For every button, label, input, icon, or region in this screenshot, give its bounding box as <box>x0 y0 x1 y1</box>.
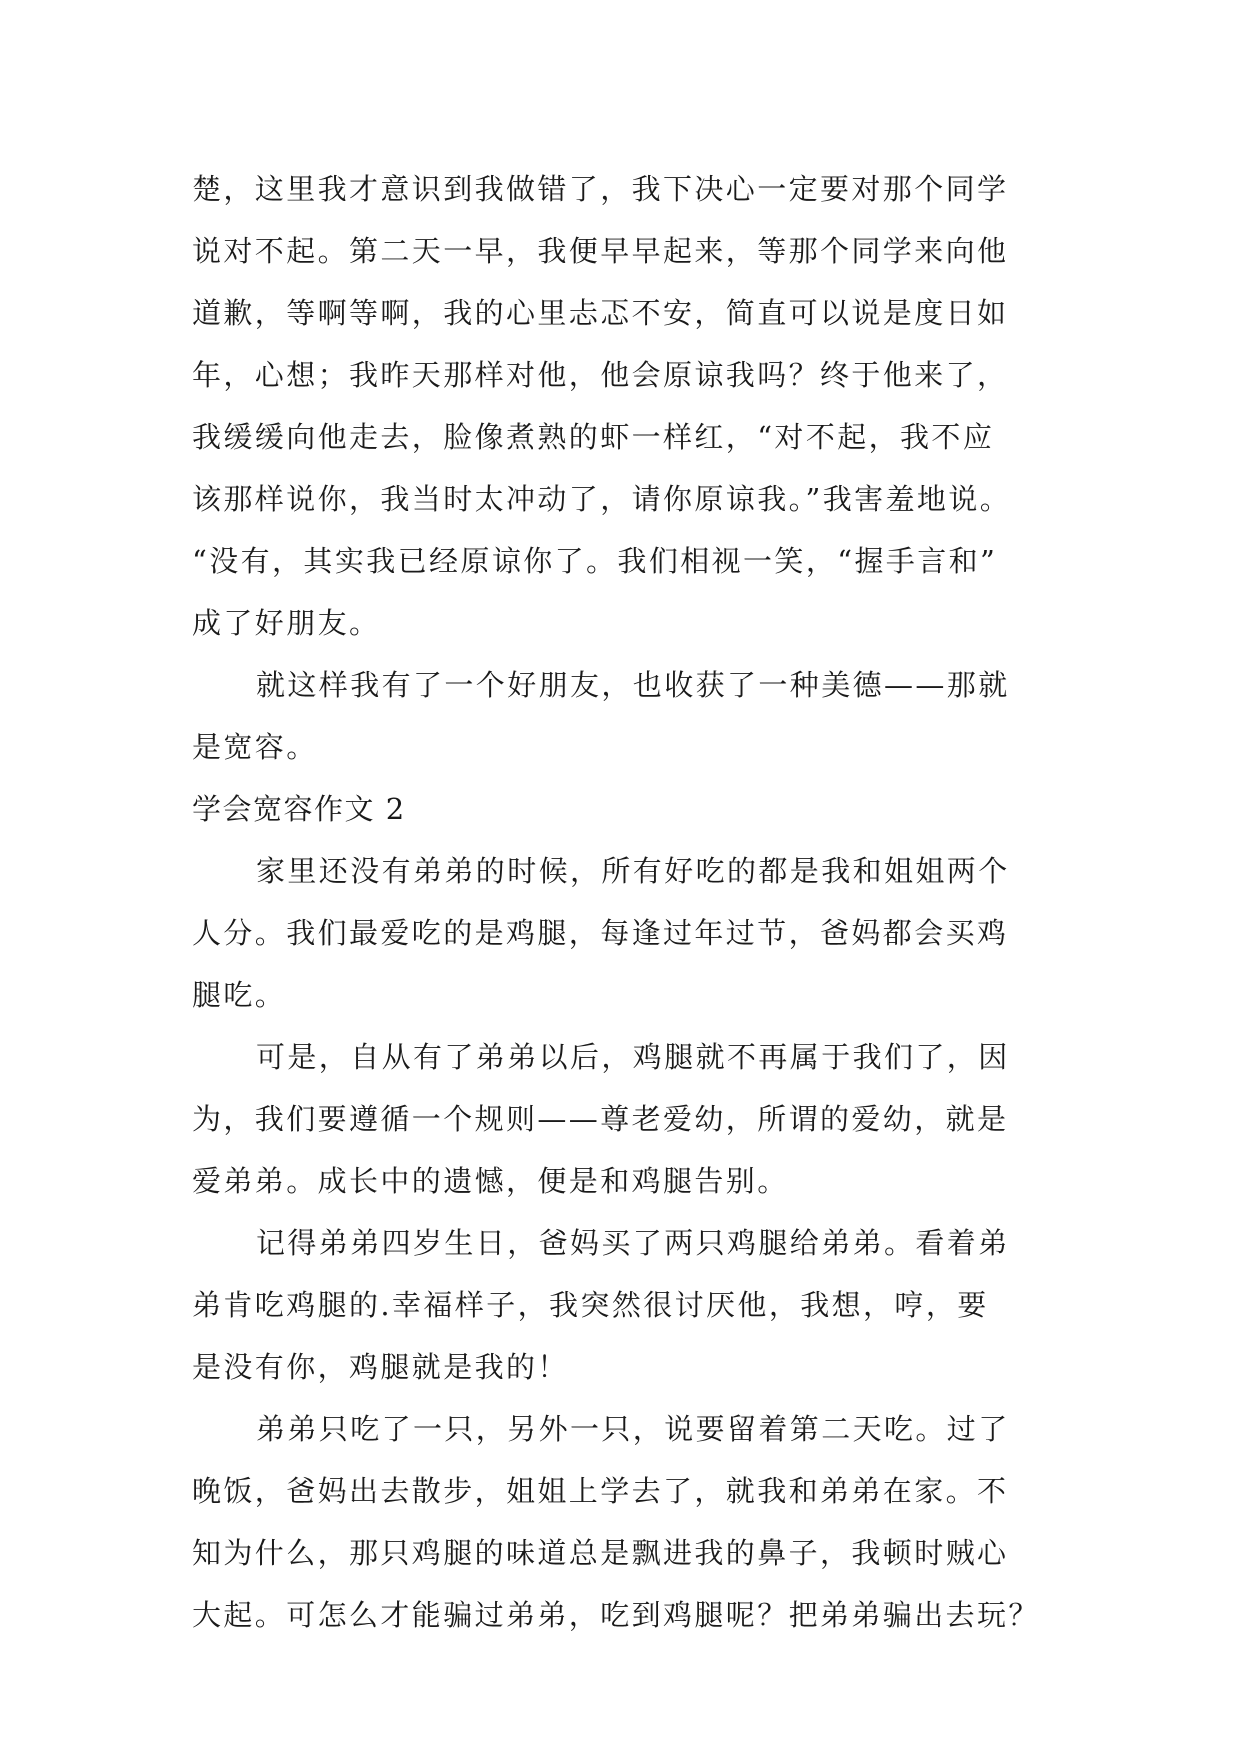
text-line: 知为什么，那只鸡腿的味道总是飘进我的鼻子，我顿时贼心 <box>192 1536 1009 1570</box>
text-line: 腿吃。 <box>192 978 287 1012</box>
text-line: 成了好朋友。 <box>192 606 381 640</box>
text-line: 我缓缓向他走去，脸像煮熟的虾一样红，“对不起，我不应 <box>192 420 995 454</box>
section-heading: 学会宽容作文 2 <box>192 792 406 826</box>
text-line: 可是，自从有了弟弟以后，鸡腿就不再属于我们了，因 <box>256 1040 1010 1074</box>
text-line: 为，我们要遵循一个规则——尊老爱幼，所谓的爱幼，就是 <box>192 1102 1009 1136</box>
text-line: 记得弟弟四岁生日，爸妈买了两只鸡腿给弟弟。看着弟 <box>256 1226 1010 1260</box>
text-line: 弟肯吃鸡腿的.幸福样子，我突然很讨厌他，我想，哼，要 <box>192 1288 989 1322</box>
text-line: 该那样说你，我当时太冲动了，请你原谅我。”我害羞地说。 <box>192 482 1012 516</box>
text-line: 年，心想；我昨天那样对他，他会原谅我吗？终于他来了， <box>192 358 1009 392</box>
text-line: 道歉，等啊等啊，我的心里忐忑不安，简直可以说是度日如 <box>192 296 1009 330</box>
text-line: 家里还没有弟弟的时候，所有好吃的都是我和姐姐两个 <box>256 854 1010 888</box>
text-line: 晚饭，爸妈出去散步，姐姐上学去了，就我和弟弟在家。不 <box>192 1474 1009 1508</box>
text-line: “没有，其实我已经原谅你了。我们相视一笑，“握手言和” <box>192 544 998 578</box>
text-line: 楚，这里我才意识到我做错了，我下决心一定要对那个同学 <box>192 172 1009 206</box>
text-line: 人分。我们最爱吃的是鸡腿，每逢过年过节，爸妈都会买鸡 <box>192 916 1009 950</box>
document-body <box>192 158 1092 1646</box>
text-line: 就这样我有了一个好朋友，也收获了一种美德——那就 <box>256 668 1010 702</box>
text-line: 是没有你，鸡腿就是我的！ <box>192 1350 569 1384</box>
text-line: 是宽容。 <box>192 730 318 764</box>
text-line: 大起。可怎么才能骗过弟弟，吃到鸡腿呢？把弟弟骗出去玩？ <box>192 1598 1040 1632</box>
text-line: 爱弟弟。成长中的遗憾，便是和鸡腿告别。 <box>192 1164 789 1198</box>
text-line: 弟弟只吃了一只，另外一只，说要留着第二天吃。过了 <box>256 1412 1010 1446</box>
text-line: 说对不起。第二天一早，我便早早起来，等那个同学来向他 <box>192 234 1009 268</box>
